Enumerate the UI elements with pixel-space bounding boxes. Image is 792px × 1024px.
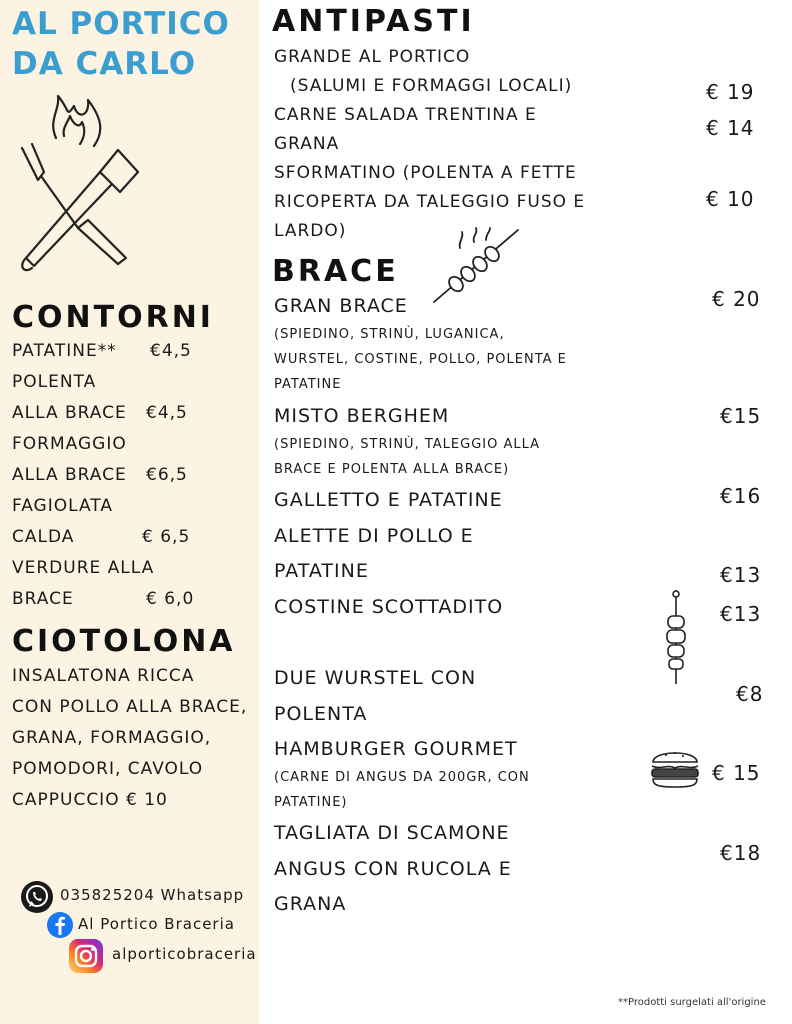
contorni-line: CALDA (12, 527, 75, 547)
brace-item-price: €16 (720, 484, 762, 508)
brace-item-name: GRAN BRACE (274, 295, 408, 317)
brace-item-desc: PATATINE (274, 377, 342, 392)
contorni-line: FORMAGGIO (12, 434, 127, 454)
contorni-line: POLENTA (12, 372, 97, 392)
whatsapp-icon[interactable] (20, 880, 54, 914)
ciotolona-line: CON POLLO ALLA BRACE, (12, 697, 248, 717)
hamburger-icon (648, 744, 702, 790)
antipasti-line: GRANDE AL PORTICO (274, 47, 471, 67)
instagram-icon[interactable] (68, 938, 104, 974)
antipasti-line: CARNE SALADA TRENTINA E (274, 105, 537, 125)
grill-tools-icon (8, 88, 143, 276)
antipasti-line: GRANA (274, 134, 340, 154)
brace-item-price: €18 (720, 841, 762, 865)
contorni-line: VERDURE ALLA (12, 558, 155, 578)
brace-item-desc: (CARNE DI ANGUS DA 200GR, CON (274, 770, 530, 785)
ciotolona-line: CAPPUCCIO € 10 (12, 790, 168, 810)
antipasti-price: € 14 (706, 116, 755, 140)
brace-item-name: DUE WURSTEL CON (274, 667, 477, 689)
ciotolona-line: GRANA, FORMAGGIO, (12, 728, 212, 748)
ciotolona-heading: CIOTOLONA (12, 624, 236, 659)
contorni-price: € 6,0 (146, 589, 195, 609)
facebook-handle[interactable]: Al Portico Braceria (78, 915, 235, 933)
brace-item-price: €13 (720, 563, 762, 587)
contorni-price: € 6,5 (142, 527, 191, 547)
brace-item-name: ANGUS CON RUCOLA E (274, 858, 512, 880)
antipasti-heading: ANTIPASTI (272, 4, 475, 39)
antipasti-line: (SALUMI E FORMAGGI LOCALI) (290, 76, 573, 96)
facebook-icon[interactable] (46, 911, 74, 939)
footnote: **Prodotti surgelati all'origine (618, 997, 766, 1008)
brace-item-name: PATATINE (274, 560, 369, 582)
brace-item-name: POLENTA (274, 703, 368, 725)
brace-item-price: € 15 (712, 761, 761, 785)
instagram-handle[interactable]: alporticobraceria (112, 945, 257, 963)
brace-item-price: € 20 (712, 287, 761, 311)
brace-item-price: €13 (720, 602, 762, 626)
ciotolona-line: INSALATONA RICCA (12, 666, 195, 686)
brace-item-desc: PATATINE) (274, 795, 348, 810)
brace-item-desc: (SPIEDINO, STRINÙ, LUGANICA, (274, 327, 505, 342)
skewer-icon (430, 226, 522, 306)
contorni-line: ALLA BRACE (12, 403, 127, 423)
brace-item-name: TAGLIATA DI SCAMONE (274, 822, 510, 844)
brace-item-name: HAMBURGER GOURMET (274, 738, 518, 760)
brace-item-desc: BRACE E POLENTA ALLA BRACE) (274, 462, 510, 477)
brace-item-desc: (SPIEDINO, STRINÙ, TALEGGIO ALLA (274, 437, 541, 452)
contorni-price: €6,5 (146, 465, 188, 485)
antipasti-line: SFORMATINO (POLENTA A FETTE (274, 163, 577, 183)
antipasti-price: € 10 (706, 187, 755, 211)
brand-line-1: AL PORTICO (12, 6, 230, 42)
contorni-line: ALLA BRACE (12, 465, 127, 485)
antipasti-price: € 19 (706, 80, 755, 104)
contorni-line: BRACE (12, 589, 74, 609)
contorni-line: FAGIOLATA (12, 496, 113, 516)
brace-item-name: COSTINE SCOTTADITO (274, 596, 504, 618)
brace-item-name: GRANA (274, 893, 347, 915)
whatsapp-number[interactable]: 035825204 Whatsapp (60, 886, 245, 904)
antipasti-line: RICOPERTA DA TALEGGIO FUSO E (274, 192, 586, 212)
brace-item-desc: WURSTEL, COSTINE, POLLO, POLENTA E (274, 352, 567, 367)
ciotolona-line: POMODORI, CAVOLO (12, 759, 204, 779)
contorni-price: €4,5 (150, 341, 192, 361)
brace-item-price: €15 (720, 404, 762, 428)
contorni-price: €4,5 (146, 403, 188, 423)
brand-line-2: DA CARLO (12, 46, 197, 82)
contorni-line: PATATINE** (12, 341, 117, 361)
brace-item-name: MISTO BERGHEM (274, 405, 450, 427)
brace-item-name: ALETTE DI POLLO E (274, 525, 474, 547)
brace-item-price: €8 (736, 682, 764, 706)
brace-heading: BRACE (272, 254, 399, 289)
vertical-skewer-icon (660, 588, 692, 686)
antipasti-line: LARDO) (274, 221, 347, 241)
contorni-heading: CONTORNI (12, 300, 214, 335)
brace-item-name: GALLETTO E PATATINE (274, 489, 503, 511)
